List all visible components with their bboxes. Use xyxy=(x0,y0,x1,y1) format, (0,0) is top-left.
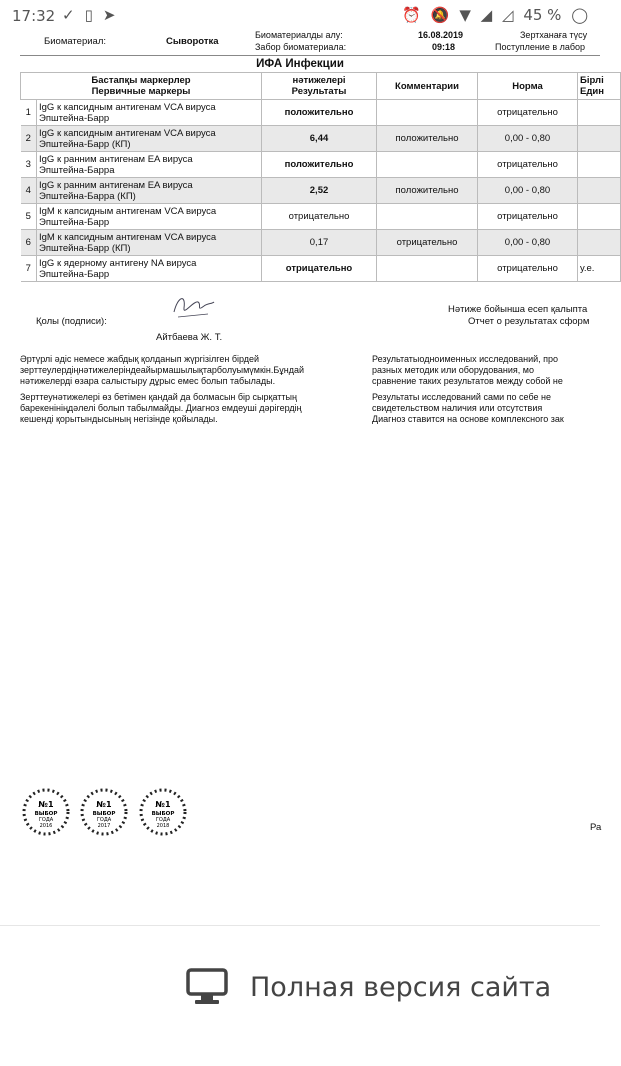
norm-value: отрицательно xyxy=(478,256,578,282)
marker-name: IgG к капсидным антигенам VCA вируса Эпштейна-Барр (КП) xyxy=(37,126,262,152)
svg-text:№1: №1 xyxy=(96,800,113,809)
unit-value xyxy=(578,230,621,256)
svg-text:2017: 2017 xyxy=(98,823,111,829)
wifi-icon: ▼ xyxy=(459,6,471,24)
report-note-line2: Отчет о результатах сформ xyxy=(468,316,590,327)
svg-text:ГОДА: ГОДА xyxy=(38,817,54,823)
unit-value: у.е. xyxy=(578,256,621,282)
row-number: 5 xyxy=(21,204,37,230)
table-row xyxy=(21,126,621,152)
header-markers: Бастапқы маркерлер Первичные маркеры xyxy=(21,73,262,100)
intake-time: 09:18 xyxy=(432,42,456,52)
row-number: 2 xyxy=(21,126,37,152)
status-time: 17:32 xyxy=(12,7,56,25)
disclaimer-ru-2: Результаты исследований сами по себе не свидетельством наличия или отсутствия Диагноз ставится на основе комплексного зак xyxy=(372,392,564,424)
signature-scribble-icon xyxy=(168,290,216,320)
results-table xyxy=(20,72,621,282)
marker-name: IgG к ядерному антигену NA вируса Эпштейна-Барр xyxy=(37,256,262,282)
svg-text:2018: 2018 xyxy=(156,823,170,829)
alarm-icon: ⏰ xyxy=(402,6,422,24)
marker-name: IgM к капсидным антигенам VCA вируса Эпштейна-Барр xyxy=(37,204,262,230)
intake-label-ru: Забор биоматериала: xyxy=(255,42,347,52)
marker-name: IgM к капсидным антигенам VCA вируса Эпштейна-Барр (КП) xyxy=(37,230,262,256)
row-number: 6 xyxy=(21,230,37,256)
header-norm: Норма xyxy=(478,73,578,100)
table-row xyxy=(21,100,621,126)
section-title: ИФА Инфекции xyxy=(256,58,344,70)
lab-receipt-kz: Зертханаға түсу xyxy=(520,30,588,40)
system-icons xyxy=(397,6,588,24)
svg-text:ВЫБОР: ВЫБОР xyxy=(93,811,116,817)
unit-value xyxy=(578,100,621,126)
comment-value: положительно xyxy=(377,126,478,152)
result-value: 2,52 xyxy=(262,178,377,204)
unit-value xyxy=(578,126,621,152)
biomaterial-label: Биоматериал: xyxy=(44,36,107,47)
comment-value xyxy=(377,204,478,230)
svg-text:№1: №1 xyxy=(155,800,171,809)
result-value: отрицательно xyxy=(262,204,377,230)
comment-value: отрицательно xyxy=(377,230,478,256)
award-badges xyxy=(22,788,193,841)
result-value: положительно xyxy=(262,152,377,178)
norm-value: отрицательно xyxy=(478,100,578,126)
status-bar xyxy=(0,0,600,32)
report-note-line1: Нәтиже бойынша есеп қалыпта xyxy=(448,304,588,315)
intake-date: 16.08.2019 xyxy=(418,30,464,40)
row-number: 7 xyxy=(21,256,37,282)
lab-receipt-ru: Поступление в лабор xyxy=(495,42,586,52)
signal-icon: ◢ xyxy=(480,6,493,24)
signal-empty-icon: ◿ xyxy=(501,6,514,24)
marker-name: IgG к ранним антигенам EA вируса Эпштейна-Барра xyxy=(37,152,262,178)
svg-text:ГОДА: ГОДА xyxy=(97,817,112,823)
comment-value xyxy=(377,256,478,282)
award-badge-icon xyxy=(22,788,70,836)
norm-value: 0,00 - 0,80 xyxy=(478,230,578,256)
svg-text:2016: 2016 xyxy=(39,823,53,829)
norm-value: отрицательно xyxy=(478,152,578,178)
svg-text:№1: №1 xyxy=(38,800,54,809)
norm-value: отрицательно xyxy=(478,204,578,230)
sim-card-icon: ▯ xyxy=(84,6,103,24)
svg-text:ГОДА: ГОДА xyxy=(155,817,171,823)
table-row xyxy=(21,178,621,204)
row-number: 3 xyxy=(21,152,37,178)
norm-value: 0,00 - 0,80 xyxy=(478,178,578,204)
battery-percent: 45 % xyxy=(523,6,562,24)
result-value: отрицательно xyxy=(262,256,377,282)
award-badge-icon xyxy=(139,788,187,836)
header-comments: Комментарии xyxy=(377,73,478,100)
notification-icons xyxy=(62,6,125,24)
comment-value: положительно xyxy=(377,178,478,204)
intake-label-kz: Биоматериалды алу: xyxy=(255,30,343,40)
award-badge-icon xyxy=(80,788,128,836)
row-number: 4 xyxy=(21,178,37,204)
header-results: нәтижелері Результаты xyxy=(262,73,377,100)
right-edge-fragment: Ра xyxy=(590,822,602,833)
table-row xyxy=(21,204,621,230)
biomaterial-value: Сыворотка xyxy=(166,36,219,47)
result-value: 0,17 xyxy=(262,230,377,256)
full-version-link[interactable] xyxy=(186,965,551,1009)
header-units: Бірлі Един xyxy=(578,73,621,100)
result-value: положительно xyxy=(262,100,377,126)
table-row xyxy=(21,256,621,282)
desktop-monitor-icon xyxy=(186,968,228,1006)
disclaimer-kz-2: Зерттеунәтижелері өз бетімен қандай да болмасын бір сырқаттың барекенініңдәлелі болып табылмайды. Диагноз емдеуші дәрігердің кешенді қорытындысының негізінде қойылады. xyxy=(20,392,302,424)
comment-value xyxy=(377,152,478,178)
marker-name: IgG к ранним антигенам EA вируса Эпштейна-Барра (КП) xyxy=(37,178,262,204)
norm-value: 0,00 - 0,80 xyxy=(478,126,578,152)
download-check-icon: ✓ xyxy=(62,6,85,24)
full-version-label: Полная версия сайта xyxy=(250,971,552,1003)
signature-label: Қолы (подписи): xyxy=(36,316,107,327)
unit-value xyxy=(578,152,621,178)
row-number: 1 xyxy=(21,100,37,126)
header-divider xyxy=(20,55,600,56)
table-row xyxy=(21,152,621,178)
disclaimer-ru-1: Результатыодноименных исследований, про разных методик или оборудования, мо сравнение таких результатов между собой не xyxy=(372,354,563,386)
result-value: 6,44 xyxy=(262,126,377,152)
battery-icon: ◯ xyxy=(571,6,588,24)
comment-value xyxy=(377,100,478,126)
unit-value xyxy=(578,178,621,204)
marker-name: IgG к капсидным антигенам VCA вируса Эпштейна-Барр xyxy=(37,100,262,126)
mute-icon: 🔕 xyxy=(430,6,450,24)
telegram-icon: ➤ xyxy=(102,6,126,24)
svg-text:ВЫБОР: ВЫБОР xyxy=(34,811,58,817)
table-row xyxy=(21,230,621,256)
footer-divider xyxy=(0,925,600,926)
signature-name: Айтбаева Ж. Т. xyxy=(156,332,223,343)
disclaimer-kz-1: Әртүрлі әдіс немесе жабдық қолданып жүргізілген бірдей зерттеулердіңнәтижелеріндеайырмашылықтарболуымүмкін.Бұндай нәтижелерді өзара салыстыру дұрыс емес болып табылады. xyxy=(20,354,305,386)
unit-value xyxy=(578,204,621,230)
table-header-row xyxy=(21,73,621,100)
svg-text:ВЫБОР: ВЫБОР xyxy=(151,811,175,817)
